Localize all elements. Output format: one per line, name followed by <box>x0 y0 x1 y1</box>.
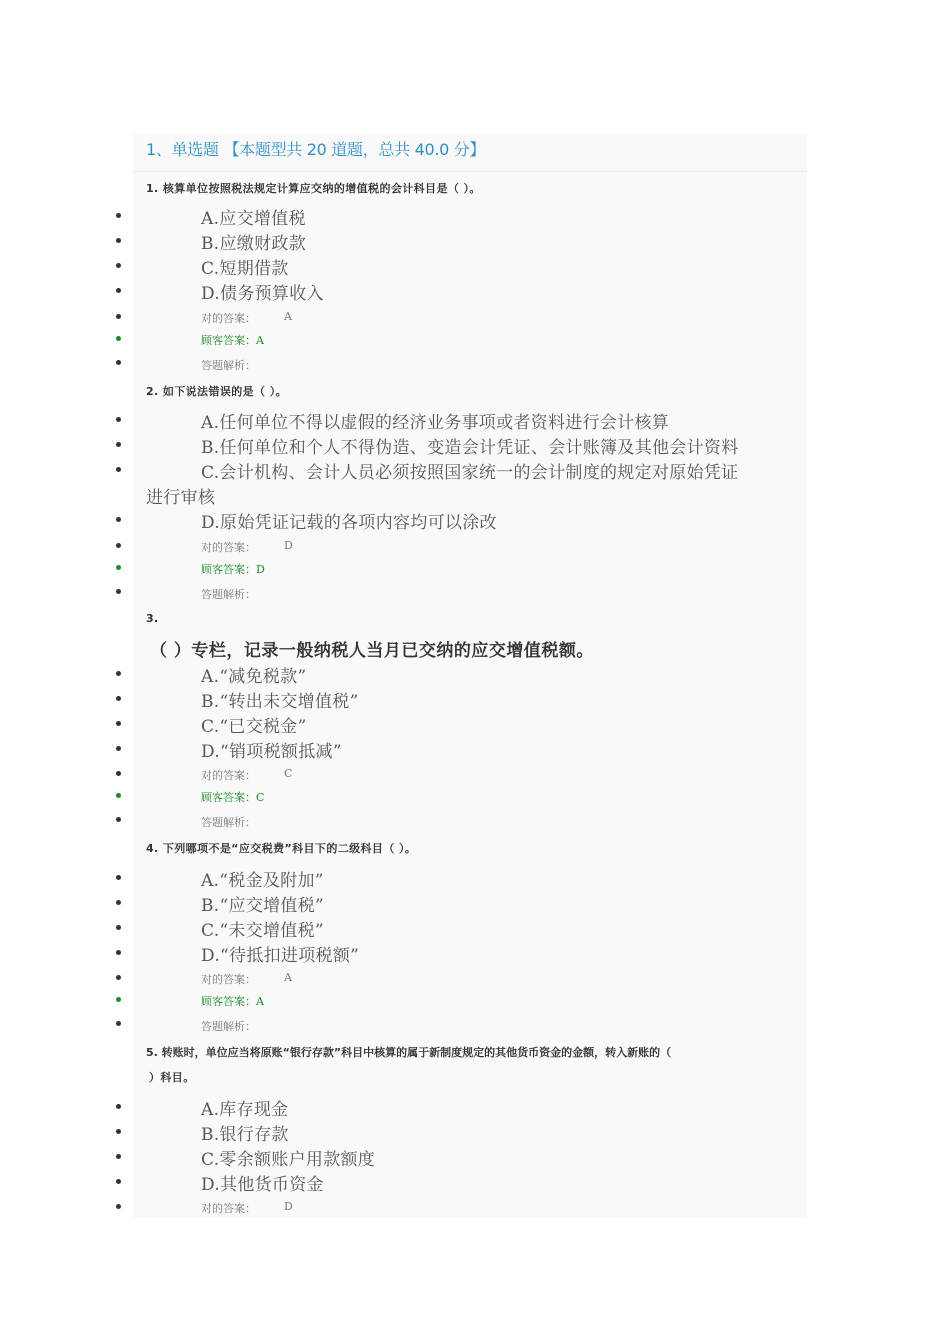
q2-customer-answer: 顾客答案：D <box>201 563 265 576</box>
q2-option-a[interactable]: A.任何单位不得以虚假的经济业务事项或者资料进行会计核算 <box>201 413 670 433</box>
q1-option-d[interactable]: D.债务预算收入 <box>201 284 324 304</box>
q1-correct-label: 对的答案： <box>201 312 256 325</box>
section-header <box>133 133 807 172</box>
bullet <box>116 950 121 955</box>
q1-option-a[interactable]: A.应交增值税 <box>201 209 306 229</box>
q3-option-c[interactable]: C.“已交税金” <box>201 717 307 737</box>
bullet <box>116 336 121 341</box>
bullet <box>116 589 121 594</box>
q2-option-c-continued: 进行审核 <box>146 488 216 508</box>
q4-option-d[interactable]: D.“待抵扣进项税额” <box>201 946 360 966</box>
bullet <box>116 900 121 905</box>
bullet <box>116 696 121 701</box>
bullet <box>116 543 121 548</box>
bullet <box>116 1179 121 1184</box>
q2-option-c[interactable]: C.会计机构、会计人员必须按照国家统一的会计制度的规定对原始凭证 <box>201 463 739 483</box>
q2-correct-label: 对的答案： <box>201 541 256 554</box>
q3-option-a[interactable]: A.“减免税款” <box>201 667 307 687</box>
q5-option-b[interactable]: B.银行存款 <box>201 1125 289 1145</box>
q3-customer-answer: 顾客答案：C <box>201 791 265 804</box>
bullet <box>116 1104 121 1109</box>
bullet <box>116 442 121 447</box>
q5-option-d[interactable]: D.其他货币资金 <box>201 1175 324 1195</box>
question-2-stem: 2. 如下说法错误的是（ ）。 <box>146 385 287 398</box>
bullet <box>116 360 121 365</box>
q5-option-c[interactable]: C.零余额账户用款额度 <box>201 1150 376 1170</box>
bullet <box>116 1021 121 1026</box>
bullet <box>116 746 121 751</box>
question-4-stem: 4. 下列哪项不是“应交税费”科目下的二级科目（ ）。 <box>146 842 417 855</box>
bullet <box>116 1154 121 1159</box>
bullet <box>116 1129 121 1134</box>
bullet <box>116 565 121 570</box>
bullet <box>116 793 121 798</box>
bullet <box>116 1204 121 1209</box>
bullet <box>116 517 121 522</box>
q1-customer-answer: 顾客答案：A <box>201 334 264 347</box>
q4-option-c[interactable]: C.“未交增值税” <box>201 921 324 941</box>
q1-option-b[interactable]: B.应缴财政款 <box>201 234 306 254</box>
q3-correct-label: 对的答案： <box>201 769 256 782</box>
bullet <box>116 314 121 319</box>
q1-correct-answer: A <box>284 310 292 323</box>
question-3-stem: （ ）专栏，记录一般纳税人当月已交纳的应交增值税额。 <box>150 641 594 661</box>
q4-correct-answer: A <box>284 971 292 984</box>
q2-correct-answer: D <box>284 539 293 552</box>
q4-correct-label: 对的答案： <box>201 973 256 986</box>
q4-option-a[interactable]: A.“税金及附加” <box>201 871 324 891</box>
question-1-stem: 1. 核算单位按照税法规定计算应交纳的增值税的会计科目是（ ）。 <box>146 182 481 195</box>
bullet <box>116 288 121 293</box>
bullet <box>116 875 121 880</box>
question-3-number: 3. <box>146 612 159 625</box>
bullet <box>116 213 121 218</box>
bullet <box>116 238 121 243</box>
bullet <box>116 771 121 776</box>
q4-customer-answer: 顾客答案：A <box>201 995 264 1008</box>
bullet <box>116 925 121 930</box>
q2-option-b[interactable]: B.任何单位和个人不得伪造、变造会计凭证、会计账簿及其他会计资料 <box>201 438 739 458</box>
q4-option-b[interactable]: B.“应交增值税” <box>201 896 324 916</box>
bullet <box>116 997 121 1002</box>
q2-option-d[interactable]: D.原始凭证记载的各项内容均可以涂改 <box>201 513 497 533</box>
question-5-stem-continued: ）科目。 <box>149 1071 195 1084</box>
bullet <box>116 817 121 822</box>
q5-correct-label: 对的答案： <box>201 1202 256 1215</box>
bullet <box>116 263 121 268</box>
q4-analysis: 答题解析： <box>201 1020 256 1033</box>
q3-option-b[interactable]: B.“转出未交增值税” <box>201 692 359 712</box>
q1-option-c[interactable]: C.短期借款 <box>201 259 289 279</box>
q5-option-a[interactable]: A.库存现金 <box>201 1100 289 1120</box>
q3-analysis: 答题解析： <box>201 816 256 829</box>
bullet <box>116 671 121 676</box>
bullet <box>116 975 121 980</box>
q5-correct-answer: D <box>284 1200 293 1213</box>
q1-analysis: 答题解析： <box>201 359 256 372</box>
section-title: 1、单选题 【本题型共 20 道题，总共 40.0 分】 <box>146 140 486 159</box>
question-5-stem: 5. 转账时，单位应当将原账“银行存款”科目中核算的属于新制度规定的其他货币资金的金额，转入新账的（ <box>146 1046 672 1059</box>
q2-analysis: 答题解析： <box>201 588 256 601</box>
q3-option-d[interactable]: D.“销项税额抵减” <box>201 742 342 762</box>
q3-correct-answer: C <box>284 767 293 780</box>
bullet <box>116 417 121 422</box>
bullet <box>116 467 121 472</box>
bullet <box>116 721 121 726</box>
